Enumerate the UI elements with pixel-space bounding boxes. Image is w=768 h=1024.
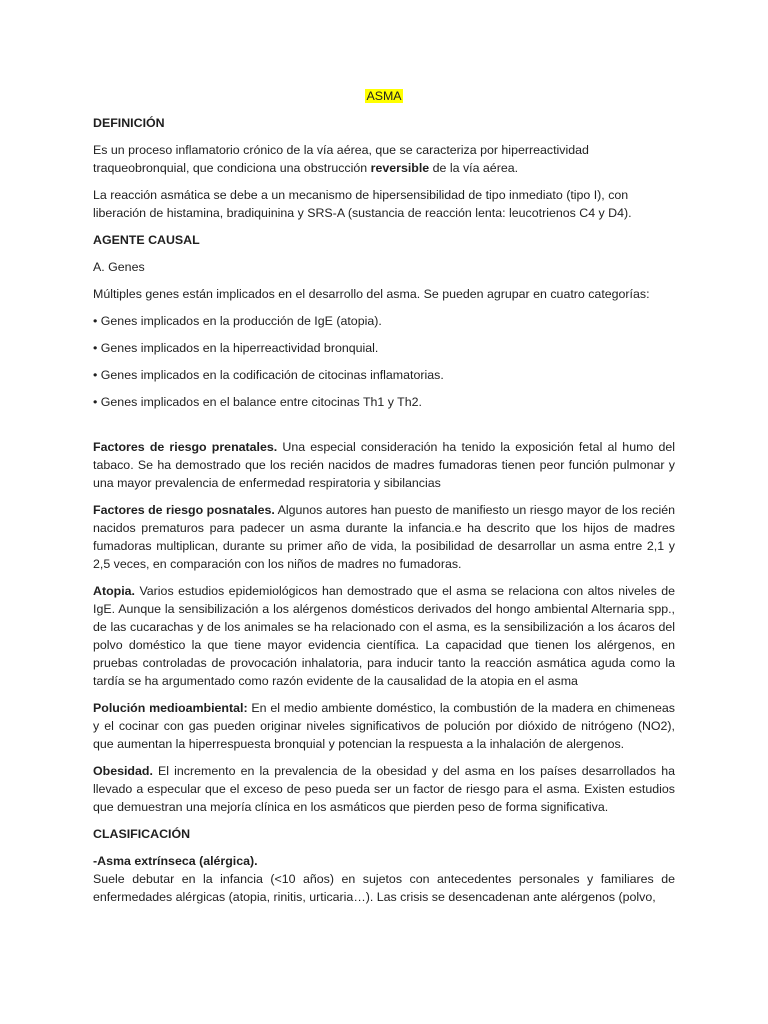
page-title: ASMA xyxy=(366,89,402,103)
definicion-paragraph-1 xyxy=(93,141,675,177)
blank-line xyxy=(93,420,675,438)
definicion-bold-word: reversible xyxy=(370,161,430,175)
definicion-text-b: de la vía aérea. xyxy=(429,161,519,175)
prenatales-paragraph xyxy=(93,438,675,492)
obesidad-text: El incremento en la prevalencia de la obesidad y del asma en los países desarrollados ha llevado a especular que el exceso de peso pueda ser un factor de riesgo para el asma. Existen estudios que demuestran una mejoría clínica en los asmáticos que pierden peso de forma significativa. xyxy=(93,764,675,814)
polucion-paragraph xyxy=(93,699,675,753)
extrinseca-label-line xyxy=(93,852,675,870)
extrinseca-paragraph: Suele debutar en la infancia (<10 años) en sujetos con antecedentes personales y familiares de enfermedades alérgicas (atopia, rinitis, urticaria…). Las crisis se desencadenan ante alérgenos (polvo, xyxy=(93,872,675,904)
atopia-paragraph xyxy=(93,582,675,690)
genes-list-item: • Genes implicados en el balance entre citocinas Th1 y Th2. xyxy=(93,395,422,409)
obesidad-label: Obesidad. xyxy=(93,764,153,778)
extrinseca-label: -Asma extrínseca (alérgica). xyxy=(93,854,258,868)
genes-intro: Múltiples genes están implicados en el desarrollo del asma. Se pueden agrupar en cuatro categorías: xyxy=(93,287,650,301)
atopia-label: Atopia. xyxy=(93,584,135,598)
polucion-label: Polución medioambiental: xyxy=(93,701,248,715)
genes-heading: A. Genes xyxy=(93,260,145,274)
posnatales-label: Factores de riesgo posnatales. xyxy=(93,503,275,517)
atopia-text: Varios estudios epidemiológicos han demostrado que el asma se relaciona con altos niveles de IgE. Aunque la sensibilización a los alérgenos domésticos derivados del hongo ambiental Alternaria spp., de las cucarachas y de los animales se ha relacionado con el asma, es la sensibilización a los ácaros del polvo doméstico la que tiene mayor evidencia científica. La capacidad que tienen los alérgenos, en pruebas controladas de provocación inhalatoria, para inducir tanto la reacción asmática aguda como la tardía se ha argumentado como razón evidente de la causalidad de la atopia en el asma xyxy=(93,584,675,688)
definicion-paragraph-2: La reacción asmática se debe a un mecanismo de hipersensibilidad de tipo inmediato (tipo I), con liberación de histamina, bradiquinina y SRS-A (sustancia de reacción lenta: leucotrienos C4 y D4). xyxy=(93,188,632,220)
posnatales-paragraph xyxy=(93,501,675,573)
genes-list-item: • Genes implicados en la codificación de citocinas inflamatorias. xyxy=(93,368,444,382)
clasificacion-heading: CLASIFICACIÓN xyxy=(93,827,191,841)
posnatales-text: Algunos autores han puesto de manifiesto un riesgo mayor de los recién nacidos prematuros para padecer un asma durante la infancia.e ha descrito que los hijos de madres fumadoras multiplican, durante su primer año de vida, la posibilidad de desarrollar un asma entre 2,1 y 2,5 veces, en comparación con los niños de madres no fumadoras. xyxy=(93,503,676,571)
genes-list-item: • Genes implicados en la hiperreactividad bronquial. xyxy=(93,341,379,355)
document-page xyxy=(93,87,675,915)
title-row xyxy=(93,87,675,105)
agente-causal-heading: AGENTE CAUSAL xyxy=(93,233,200,247)
prenatales-label: Factores de riesgo prenatales. xyxy=(93,440,278,454)
definicion-text-a: Es un proceso inflamatorio crónico de la vía aérea, que se caracteriza por hiperreactividad traqueobronquial, que condiciona una obstrucción xyxy=(93,143,589,175)
obesidad-paragraph xyxy=(93,762,675,816)
genes-list-item: • Genes implicados en la producción de IgE (atopia). xyxy=(93,314,382,328)
polucion-text: En el medio ambiente doméstico, la combustión de la madera en chimeneas y el cocinar con gas pueden originar niveles significativos de polución por dióxido de nitrógeno (NO2), que aumentan la hiperrespuesta bronquial y potencian la respuesta a la inhalación de alergenos. xyxy=(93,701,675,751)
prenatales-text: Una especial consideración ha tenido la exposición fetal al humo del tabaco. Se ha demostrado que los recién nacidos de madres fumadoras tienen peor función pulmonar y una mayor prevalencia de enfermedad respiratoria y sibilancias xyxy=(93,440,675,490)
definicion-heading: DEFINICIÓN xyxy=(93,116,165,130)
